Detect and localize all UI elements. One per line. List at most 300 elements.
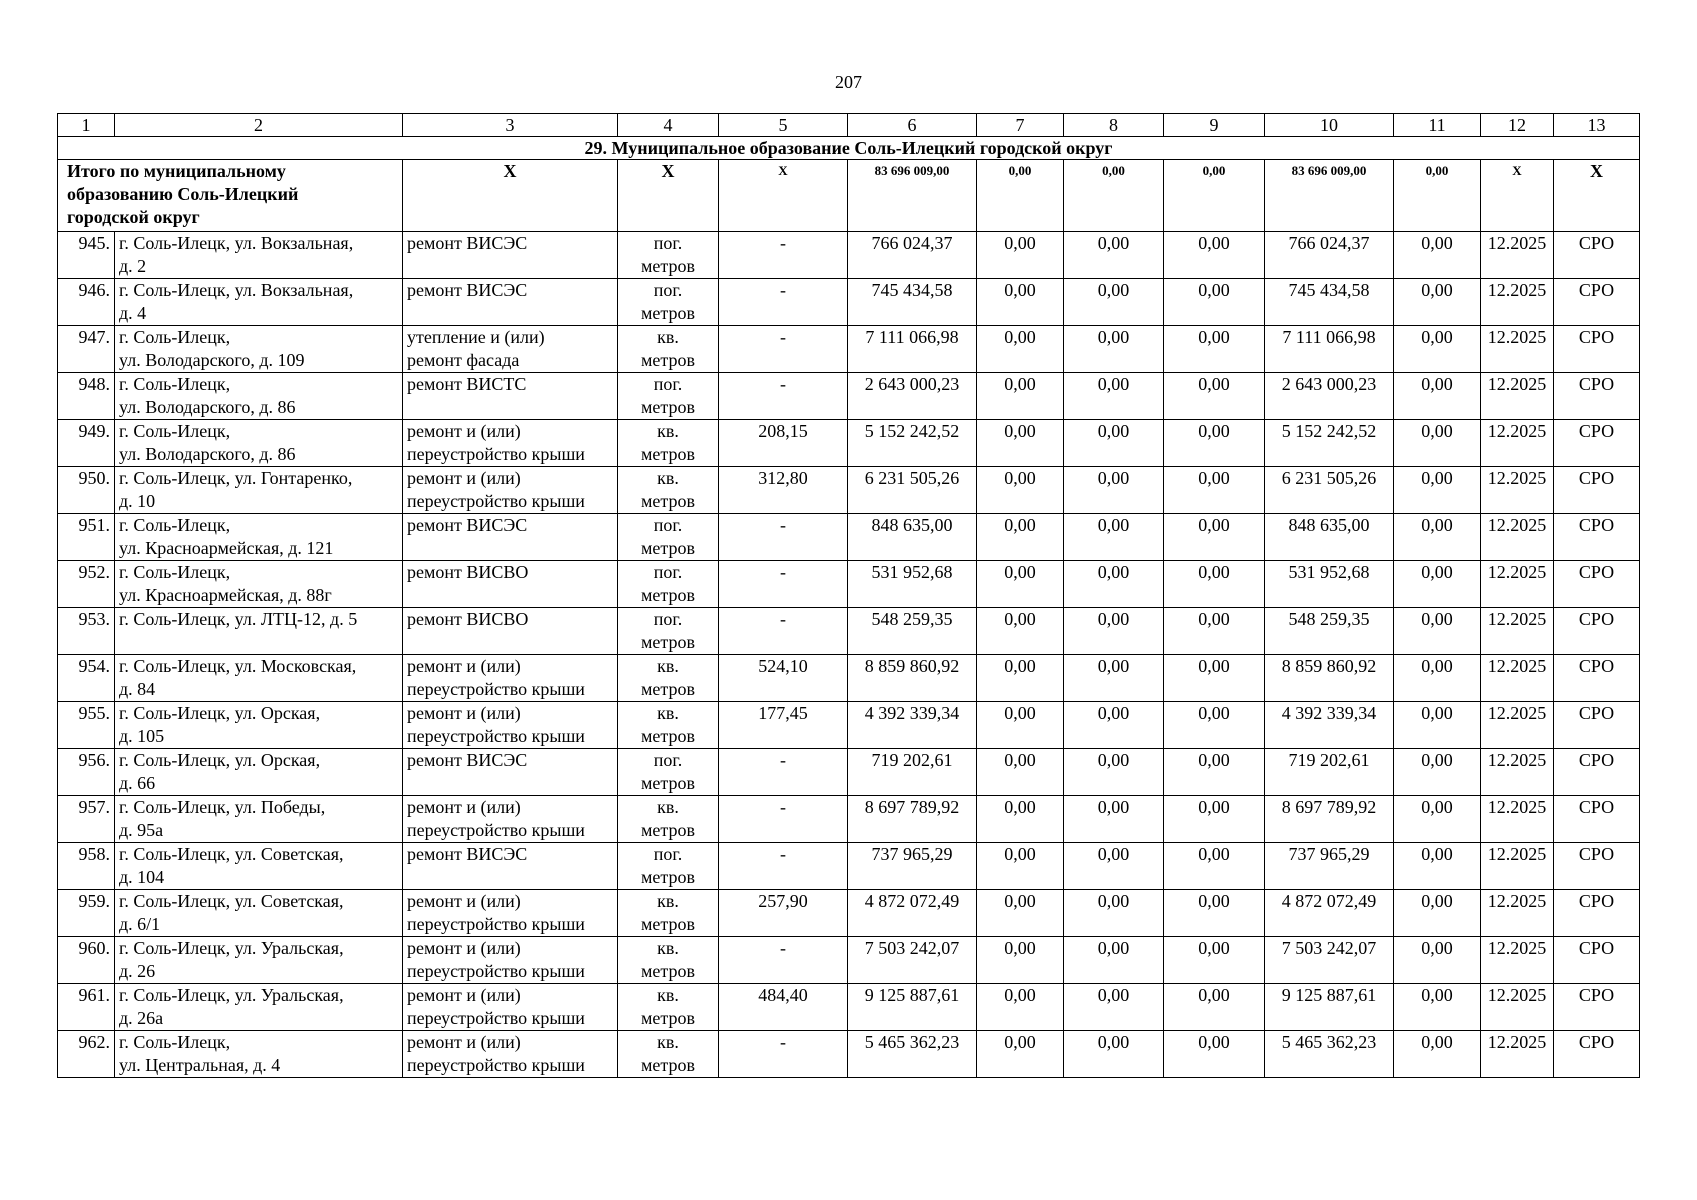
address-cell-line: г. Соль-Илецк, (119, 562, 231, 582)
work-type-cell-line (407, 866, 613, 889)
address-cell (115, 232, 403, 279)
address-cell-line: г. Соль-Илецк, (119, 327, 231, 347)
work-type-cell-line: переустройство крыши (407, 1055, 585, 1075)
row-number: 952. (58, 561, 115, 608)
work-type-cell (403, 608, 618, 655)
capital-repair-table (57, 113, 1640, 1078)
unit-cell-line: метров (641, 867, 695, 887)
address-cell-line: г. Соль-Илецк, ул. Уральская, (119, 938, 344, 958)
row-number: 951. (58, 514, 115, 561)
col7-cell: 0,00 (977, 420, 1064, 467)
total-c9: 0,00 (1164, 160, 1265, 232)
area-cell: 524,10 (719, 655, 848, 702)
unit-cell-line: пог. (653, 609, 683, 629)
work-type-cell (403, 514, 618, 561)
address-cell-line: г. Соль-Илецк, ул. ЛТЦ-12, д. 5 (119, 609, 358, 629)
total-cost-cell: 548 259,35 (848, 608, 977, 655)
col7-cell: 0,00 (977, 984, 1064, 1031)
col7-cell: 0,00 (977, 279, 1064, 326)
deadline-cell: 12.2025 (1481, 655, 1554, 702)
work-type-cell (403, 655, 618, 702)
col7-cell: 0,00 (977, 514, 1064, 561)
col8-cell: 0,00 (1064, 373, 1164, 420)
col9-cell: 0,00 (1164, 984, 1265, 1031)
table-row (58, 937, 1640, 984)
work-type-cell-line: ремонт ВИСЭС (407, 233, 528, 253)
work-type-cell-line: переустройство крыши (407, 491, 585, 511)
col10-cell: 7 111 066,98 (1265, 326, 1394, 373)
area-cell: - (719, 326, 848, 373)
unit-cell (618, 420, 719, 467)
row-number: 962. (58, 1031, 115, 1078)
col8-cell: 0,00 (1064, 984, 1164, 1031)
unit-cell-line: метров (641, 303, 695, 323)
work-type-cell-line: ремонт и (или) (407, 891, 521, 911)
unit-cell (618, 279, 719, 326)
address-cell (115, 420, 403, 467)
work-type-cell (403, 937, 618, 984)
col11-cell: 0,00 (1394, 1031, 1481, 1078)
work-type-cell-line: ремонт и (или) (407, 797, 521, 817)
col9-cell: 0,00 (1164, 232, 1265, 279)
address-cell (115, 749, 403, 796)
col9-cell: 0,00 (1164, 420, 1265, 467)
deadline-cell: 12.2025 (1481, 420, 1554, 467)
column-number: 4 (618, 114, 719, 137)
method-cell: СРО (1554, 279, 1640, 326)
address-cell-line: г. Соль-Илецк, ул. Уральская, (119, 985, 344, 1005)
unit-cell (618, 890, 719, 937)
row-number: 960. (58, 937, 115, 984)
col9-cell: 0,00 (1164, 279, 1265, 326)
col8-cell: 0,00 (1064, 937, 1164, 984)
work-type-cell-line: переустройство крыши (407, 1008, 585, 1028)
total-cost-cell: 9 125 887,61 (848, 984, 977, 1031)
address-cell (115, 279, 403, 326)
table-row (58, 326, 1640, 373)
col10-cell: 5 465 362,23 (1265, 1031, 1394, 1078)
method-cell: СРО (1554, 749, 1640, 796)
work-type-cell (403, 796, 618, 843)
column-number: 8 (1064, 114, 1164, 137)
total-c4: Х (618, 160, 719, 232)
work-type-cell-line: переустройство крыши (407, 726, 585, 746)
deadline-cell: 12.2025 (1481, 702, 1554, 749)
col9-cell: 0,00 (1164, 326, 1265, 373)
method-cell: СРО (1554, 843, 1640, 890)
col10-cell: 8 697 789,92 (1265, 796, 1394, 843)
col8-cell: 0,00 (1064, 608, 1164, 655)
address-cell-line: ул. Володарского, д. 86 (119, 444, 296, 464)
work-type-cell-line: ремонт и (или) (407, 468, 521, 488)
address-cell (115, 937, 403, 984)
work-type-cell (403, 373, 618, 420)
col10-cell: 5 152 242,52 (1265, 420, 1394, 467)
work-type-cell-line: переустройство крыши (407, 679, 585, 699)
total-cost-cell: 5 465 362,23 (848, 1031, 977, 1078)
method-cell: СРО (1554, 420, 1640, 467)
total-cost-cell: 7 503 242,07 (848, 937, 977, 984)
method-cell: СРО (1554, 984, 1640, 1031)
row-number: 955. (58, 702, 115, 749)
total-cost-cell: 8 859 860,92 (848, 655, 977, 702)
col11-cell: 0,00 (1394, 796, 1481, 843)
col10-cell: 848 635,00 (1265, 514, 1394, 561)
table-row (58, 232, 1640, 279)
col7-cell: 0,00 (977, 702, 1064, 749)
unit-cell (618, 373, 719, 420)
col8-cell: 0,00 (1064, 420, 1164, 467)
col8-cell: 0,00 (1064, 843, 1164, 890)
col11-cell: 0,00 (1394, 561, 1481, 608)
col7-cell: 0,00 (977, 843, 1064, 890)
method-cell: СРО (1554, 326, 1640, 373)
total-row (58, 160, 1640, 232)
address-cell-line: ул. Красноармейская, д. 121 (119, 538, 334, 558)
work-type-cell-line: ремонт ВИСЭС (407, 280, 528, 300)
address-cell-line: д. 4 (119, 303, 147, 323)
col9-cell: 0,00 (1164, 890, 1265, 937)
row-number: 949. (58, 420, 115, 467)
page-number: 207 (835, 72, 862, 92)
address-cell-line: г. Соль-Илецк, ул. Гонтаренко, (119, 468, 353, 488)
area-cell: - (719, 843, 848, 890)
address-cell-line: г. Соль-Илецк, ул. Орская, (119, 703, 321, 723)
work-type-cell-line: ремонт и (или) (407, 938, 521, 958)
address-cell-line: ул. Володарского, д. 109 (119, 350, 305, 370)
column-number: 12 (1481, 114, 1554, 137)
area-cell: - (719, 796, 848, 843)
total-c11: 0,00 (1394, 160, 1481, 232)
col8-cell: 0,00 (1064, 796, 1164, 843)
work-type-cell (403, 702, 618, 749)
address-cell-line: ул. Красноармейская, д. 88г (119, 585, 332, 605)
total-cost-cell: 6 231 505,26 (848, 467, 977, 514)
col11-cell: 0,00 (1394, 937, 1481, 984)
work-type-cell-line: ремонт и (или) (407, 1032, 521, 1052)
deadline-cell: 12.2025 (1481, 890, 1554, 937)
unit-cell-line: кв. (657, 1032, 679, 1052)
work-type-cell-line: ремонт и (или) (407, 656, 521, 676)
column-number: 9 (1164, 114, 1265, 137)
table-row (58, 467, 1640, 514)
table-row (58, 796, 1640, 843)
method-cell: СРО (1554, 561, 1640, 608)
unit-cell-line: пог. (653, 280, 683, 300)
method-cell: СРО (1554, 608, 1640, 655)
table-row (58, 843, 1640, 890)
col7-cell: 0,00 (977, 232, 1064, 279)
work-type-cell-line: ремонт фасада (407, 350, 520, 370)
col10-cell: 7 503 242,07 (1265, 937, 1394, 984)
area-cell: 257,90 (719, 890, 848, 937)
total-c13: Х (1554, 160, 1640, 232)
unit-cell-line: кв. (657, 327, 679, 347)
row-number: 950. (58, 467, 115, 514)
col9-cell: 0,00 (1164, 514, 1265, 561)
address-cell (115, 373, 403, 420)
table-row (58, 984, 1640, 1031)
deadline-cell: 12.2025 (1481, 984, 1554, 1031)
total-cost-cell: 848 635,00 (848, 514, 977, 561)
table-row (58, 655, 1640, 702)
method-cell: СРО (1554, 467, 1640, 514)
work-type-cell-line: ремонт ВИСВО (407, 609, 529, 629)
col9-cell: 0,00 (1164, 796, 1265, 843)
column-number: 13 (1554, 114, 1640, 137)
col7-cell: 0,00 (977, 373, 1064, 420)
work-type-cell-line: ремонт ВИСЭС (407, 844, 528, 864)
unit-cell (618, 655, 719, 702)
unit-cell-line: кв. (657, 703, 679, 723)
unit-cell-line: пог. (653, 844, 683, 864)
total-label (58, 160, 403, 232)
work-type-cell (403, 561, 618, 608)
unit-cell (618, 514, 719, 561)
address-cell-line (119, 631, 398, 654)
work-type-cell-line (407, 584, 613, 607)
address-cell (115, 984, 403, 1031)
deadline-cell: 12.2025 (1481, 749, 1554, 796)
col9-cell: 0,00 (1164, 1031, 1265, 1078)
col10-cell: 6 231 505,26 (1265, 467, 1394, 514)
work-type-cell-line (407, 537, 613, 560)
address-cell (115, 608, 403, 655)
area-cell: 208,15 (719, 420, 848, 467)
unit-cell-line: кв. (657, 421, 679, 441)
work-type-cell-line: ремонт и (или) (407, 985, 521, 1005)
col9-cell: 0,00 (1164, 608, 1265, 655)
unit-cell-line: кв. (657, 468, 679, 488)
total-c8: 0,00 (1064, 160, 1164, 232)
area-cell: - (719, 1031, 848, 1078)
address-cell-line: д. 105 (119, 726, 165, 746)
unit-cell-line: пог. (653, 750, 683, 770)
area-cell: - (719, 561, 848, 608)
col10-cell: 719 202,61 (1265, 749, 1394, 796)
row-number: 953. (58, 608, 115, 655)
col8-cell: 0,00 (1064, 467, 1164, 514)
column-number-row (58, 114, 1640, 137)
address-cell-line: д. 95а (119, 820, 164, 840)
col10-cell: 8 859 860,92 (1265, 655, 1394, 702)
total-label-line: городской округ (67, 207, 200, 227)
address-cell-line: г. Соль-Илецк, (119, 515, 231, 535)
address-cell-line: д. 104 (119, 867, 165, 887)
column-number: 6 (848, 114, 977, 137)
address-cell (115, 1031, 403, 1078)
deadline-cell: 12.2025 (1481, 514, 1554, 561)
total-c7: 0,00 (977, 160, 1064, 232)
work-type-cell (403, 890, 618, 937)
col9-cell: 0,00 (1164, 655, 1265, 702)
col9-cell: 0,00 (1164, 561, 1265, 608)
address-cell-line: г. Соль-Илецк, ул. Вокзальная, (119, 233, 354, 253)
address-cell-line: г. Соль-Илецк, (119, 374, 231, 394)
address-cell-line: г. Соль-Илецк, ул. Советская, (119, 891, 344, 911)
table-row (58, 702, 1640, 749)
area-cell: - (719, 279, 848, 326)
column-number: 11 (1394, 114, 1481, 137)
unit-cell (618, 937, 719, 984)
row-number: 946. (58, 279, 115, 326)
unit-cell (618, 561, 719, 608)
table-row (58, 373, 1640, 420)
col7-cell: 0,00 (977, 890, 1064, 937)
total-cost-cell: 2 643 000,23 (848, 373, 977, 420)
col7-cell: 0,00 (977, 1031, 1064, 1078)
area-cell: - (719, 232, 848, 279)
work-type-cell-line: ремонт ВИСВО (407, 562, 529, 582)
col11-cell: 0,00 (1394, 326, 1481, 373)
address-cell-line: г. Соль-Илецк, ул. Орская, (119, 750, 321, 770)
unit-cell-line: метров (641, 585, 695, 605)
method-cell: СРО (1554, 232, 1640, 279)
unit-cell-line: метров (641, 820, 695, 840)
unit-cell-line: метров (641, 914, 695, 934)
col10-cell: 737 965,29 (1265, 843, 1394, 890)
work-type-cell-line: переустройство крыши (407, 444, 585, 464)
col8-cell: 0,00 (1064, 561, 1164, 608)
unit-cell-line: пог. (653, 562, 683, 582)
unit-cell-line: метров (641, 1008, 695, 1028)
area-cell: - (719, 749, 848, 796)
deadline-cell: 12.2025 (1481, 467, 1554, 514)
work-type-cell-line (407, 255, 613, 278)
col7-cell: 0,00 (977, 561, 1064, 608)
deadline-cell: 12.2025 (1481, 561, 1554, 608)
unit-cell-line: метров (641, 679, 695, 699)
area-cell: - (719, 608, 848, 655)
deadline-cell: 12.2025 (1481, 608, 1554, 655)
col9-cell: 0,00 (1164, 373, 1265, 420)
col7-cell: 0,00 (977, 608, 1064, 655)
unit-cell (618, 749, 719, 796)
col10-cell: 9 125 887,61 (1265, 984, 1394, 1031)
method-cell: СРО (1554, 655, 1640, 702)
col9-cell: 0,00 (1164, 937, 1265, 984)
total-c3: Х (403, 160, 618, 232)
total-c12: Х (1481, 160, 1554, 232)
section-header-row (58, 137, 1640, 160)
unit-cell (618, 984, 719, 1031)
address-cell-line: г. Соль-Илецк, ул. Вокзальная, (119, 280, 354, 300)
total-c5: Х (719, 160, 848, 232)
work-type-cell-line (407, 631, 613, 654)
deadline-cell: 12.2025 (1481, 373, 1554, 420)
col11-cell: 0,00 (1394, 420, 1481, 467)
total-label-line: Итого по муниципальному (67, 161, 286, 181)
address-cell (115, 843, 403, 890)
unit-cell-line: метров (641, 491, 695, 511)
work-type-cell-line: ремонт ВИСТС (407, 374, 527, 394)
column-number: 2 (115, 114, 403, 137)
address-cell (115, 561, 403, 608)
method-cell: СРО (1554, 796, 1640, 843)
method-cell: СРО (1554, 514, 1640, 561)
total-cost-cell: 745 434,58 (848, 279, 977, 326)
method-cell: СРО (1554, 937, 1640, 984)
total-c6: 83 696 009,00 (848, 160, 977, 232)
work-type-cell (403, 984, 618, 1031)
deadline-cell: 12.2025 (1481, 326, 1554, 373)
unit-cell-line: кв. (657, 797, 679, 817)
col11-cell: 0,00 (1394, 279, 1481, 326)
unit-cell (618, 608, 719, 655)
unit-cell (618, 1031, 719, 1078)
col8-cell: 0,00 (1064, 232, 1164, 279)
col8-cell: 0,00 (1064, 326, 1164, 373)
work-type-cell-line: ремонт и (или) (407, 421, 521, 441)
col8-cell: 0,00 (1064, 702, 1164, 749)
address-cell (115, 326, 403, 373)
row-number: 947. (58, 326, 115, 373)
col9-cell: 0,00 (1164, 749, 1265, 796)
address-cell (115, 796, 403, 843)
address-cell-line: ул. Володарского, д. 86 (119, 397, 296, 417)
work-type-cell-line (407, 396, 613, 419)
area-cell: - (719, 373, 848, 420)
work-type-cell-line (407, 772, 613, 795)
table-row (58, 608, 1640, 655)
table-row (58, 420, 1640, 467)
col8-cell: 0,00 (1064, 279, 1164, 326)
work-type-cell (403, 467, 618, 514)
col11-cell: 0,00 (1394, 890, 1481, 937)
col7-cell: 0,00 (977, 937, 1064, 984)
area-cell: 177,45 (719, 702, 848, 749)
col10-cell: 2 643 000,23 (1265, 373, 1394, 420)
work-type-cell (403, 420, 618, 467)
total-cost-cell: 8 697 789,92 (848, 796, 977, 843)
col11-cell: 0,00 (1394, 655, 1481, 702)
unit-cell-line: метров (641, 444, 695, 464)
deadline-cell: 12.2025 (1481, 279, 1554, 326)
unit-cell-line: метров (641, 538, 695, 558)
col11-cell: 0,00 (1394, 467, 1481, 514)
address-cell-line: д. 2 (119, 256, 147, 276)
col11-cell: 0,00 (1394, 608, 1481, 655)
work-type-cell (403, 749, 618, 796)
unit-cell-line: метров (641, 256, 695, 276)
col7-cell: 0,00 (977, 749, 1064, 796)
address-cell-line: д. 6/1 (119, 914, 161, 934)
address-cell (115, 467, 403, 514)
unit-cell-line: пог. (653, 374, 683, 394)
col10-cell: 548 259,35 (1265, 608, 1394, 655)
unit-cell-line: пог. (653, 515, 683, 535)
col11-cell: 0,00 (1394, 749, 1481, 796)
table-row (58, 279, 1640, 326)
table-row (58, 1031, 1640, 1078)
unit-cell (618, 702, 719, 749)
table-row (58, 514, 1640, 561)
row-number: 957. (58, 796, 115, 843)
unit-cell (618, 796, 719, 843)
unit-cell-line: метров (641, 350, 695, 370)
unit-cell-line: метров (641, 1055, 695, 1075)
work-type-cell (403, 232, 618, 279)
unit-cell-line: пог. (653, 233, 683, 253)
address-cell-line: г. Соль-Илецк, (119, 1032, 231, 1052)
address-cell-line: д. 84 (119, 679, 156, 699)
unit-cell-line: кв. (657, 891, 679, 911)
address-cell-line: ул. Центральная, д. 4 (119, 1055, 281, 1075)
row-number: 954. (58, 655, 115, 702)
unit-cell-line: кв. (657, 656, 679, 676)
col9-cell: 0,00 (1164, 467, 1265, 514)
deadline-cell: 12.2025 (1481, 232, 1554, 279)
